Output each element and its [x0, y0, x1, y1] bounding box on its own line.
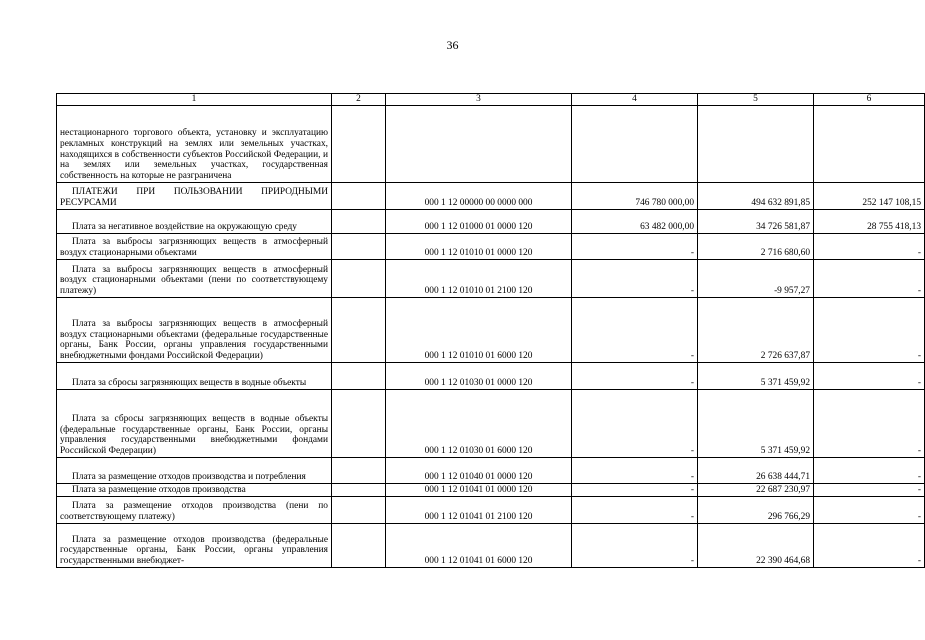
row-col2: [332, 210, 386, 234]
row-fact: 26 638 444,71: [698, 458, 814, 484]
row-fact: 22 390 464,68: [698, 524, 814, 568]
row-name: нестационарного торгового объекта, установку и эксплуатацию рекламных конструкций на землях или земельных участках, находящихся в собственности субъектов Российской Федерации, и на землях или земельных участках, государственная собственность на которые не разграничена: [57, 106, 332, 183]
table-row: [57, 363, 925, 390]
row-code: 000 1 12 01041 01 6000 120: [386, 524, 572, 568]
row-code: 000 1 12 01030 01 6000 120: [386, 390, 572, 458]
row-code: 000 1 12 00000 00 0000 000: [386, 183, 572, 210]
row-plan: -: [572, 458, 698, 484]
row-fact: 494 632 891,85: [698, 183, 814, 210]
row-name: Плата за размещение отходов производства и потребления: [57, 458, 332, 484]
row-plan: [572, 106, 698, 183]
row-plan: -: [572, 390, 698, 458]
row-code: 000 1 12 01010 01 0000 120: [386, 234, 572, 260]
row-diff: -: [814, 390, 925, 458]
row-diff: [814, 106, 925, 183]
row-fact: 2 716 680,60: [698, 234, 814, 260]
table-row: [57, 260, 925, 298]
table-row: [57, 458, 925, 484]
row-col2: [332, 458, 386, 484]
page-number: 36: [446, 38, 459, 52]
table-row: [57, 234, 925, 260]
row-diff: -: [814, 298, 925, 363]
row-code: [386, 106, 572, 183]
column-header-3: 3: [386, 94, 572, 106]
row-plan: 746 780 000,00: [572, 183, 698, 210]
row-name: Плата за выбросы загрязняющих веществ в атмосферный воздух стационарными объектами (пени по соответствующему платежу): [57, 260, 332, 298]
row-plan: -: [572, 234, 698, 260]
row-diff: -: [814, 363, 925, 390]
row-name: ПЛАТЕЖИ ПРИ ПОЛЬЗОВАНИИ ПРИРОДНЫМИ РЕСУРСАМИ: [57, 183, 332, 210]
table-row: [57, 183, 925, 210]
row-name: Плата за сбросы загрязняющих веществ в водные объекты: [57, 363, 332, 390]
column-header-4: 4: [572, 94, 698, 106]
table-row: [57, 497, 925, 524]
row-name: Плата за размещение отходов производства (федеральные государственные органы, Банк России, органы управления государственными внебюджет-: [57, 524, 332, 568]
row-col2: [332, 497, 386, 524]
row-plan: 63 482 000,00: [572, 210, 698, 234]
column-header-5: 5: [698, 94, 814, 106]
table-row: [57, 210, 925, 234]
row-diff: -: [814, 484, 925, 497]
row-fact: 2 726 637,87: [698, 298, 814, 363]
row-fact: -9 957,27: [698, 260, 814, 298]
row-plan: -: [572, 497, 698, 524]
row-code: 000 1 12 01010 01 2100 120: [386, 260, 572, 298]
row-name: Плата за выбросы загрязняющих веществ в атмосферный воздух стационарными объектами: [57, 234, 332, 260]
table-row: [57, 524, 925, 568]
row-diff: -: [814, 234, 925, 260]
row-plan: -: [572, 484, 698, 497]
row-code: 000 1 12 01030 01 0000 120: [386, 363, 572, 390]
row-name: Плата за размещение отходов производства (пени по соответствующему платежу): [57, 497, 332, 524]
row-col2: [332, 260, 386, 298]
row-fact: 5 371 459,92: [698, 390, 814, 458]
row-name: Плата за выбросы загрязняющих веществ в атмосферный воздух стационарными объектами (федеральные государственные органы, Банк России, органы управления государственными внебюджетными фондами Российской Федерации): [57, 298, 332, 363]
row-col2: [332, 524, 386, 568]
column-number-row: [57, 94, 925, 106]
row-code: 000 1 12 01041 01 0000 120: [386, 484, 572, 497]
row-name: Плата за размещение отходов производства: [57, 484, 332, 497]
row-fact: [698, 106, 814, 183]
row-col2: [332, 183, 386, 210]
report-table: [56, 93, 925, 568]
column-header-6: 6: [814, 94, 925, 106]
row-col2: [332, 390, 386, 458]
row-col2: [332, 298, 386, 363]
row-code: 000 1 12 01041 01 2100 120: [386, 497, 572, 524]
row-fact: 5 371 459,92: [698, 363, 814, 390]
row-code: 000 1 12 01040 01 0000 120: [386, 458, 572, 484]
row-diff: -: [814, 260, 925, 298]
row-name: Плата за сбросы загрязняющих веществ в водные объекты (федеральные государственные органы, Банк России, органы управления государственными внебюджетными фондами Российской Федерации): [57, 390, 332, 458]
column-header-1: 1: [57, 94, 332, 106]
row-col2: [332, 106, 386, 183]
row-plan: -: [572, 260, 698, 298]
row-fact: 296 766,29: [698, 497, 814, 524]
row-code: 000 1 12 01010 01 6000 120: [386, 298, 572, 363]
table-row: [57, 484, 925, 497]
table-row: [57, 390, 925, 458]
row-fact: 22 687 230,97: [698, 484, 814, 497]
row-col2: [332, 484, 386, 497]
row-plan: -: [572, 298, 698, 363]
row-diff: 28 755 418,13: [814, 210, 925, 234]
row-diff: -: [814, 524, 925, 568]
table-row: [57, 106, 925, 183]
row-diff: -: [814, 497, 925, 524]
row-plan: -: [572, 363, 698, 390]
row-name: Плата за негативное воздействие на окружающую среду: [57, 210, 332, 234]
row-col2: [332, 363, 386, 390]
column-header-2: 2: [332, 94, 386, 106]
row-plan: -: [572, 524, 698, 568]
row-code: 000 1 12 01000 01 0000 120: [386, 210, 572, 234]
row-col2: [332, 234, 386, 260]
row-diff: -: [814, 458, 925, 484]
row-diff: 252 147 108,15: [814, 183, 925, 210]
table-row: [57, 298, 925, 363]
row-fact: 34 726 581,87: [698, 210, 814, 234]
